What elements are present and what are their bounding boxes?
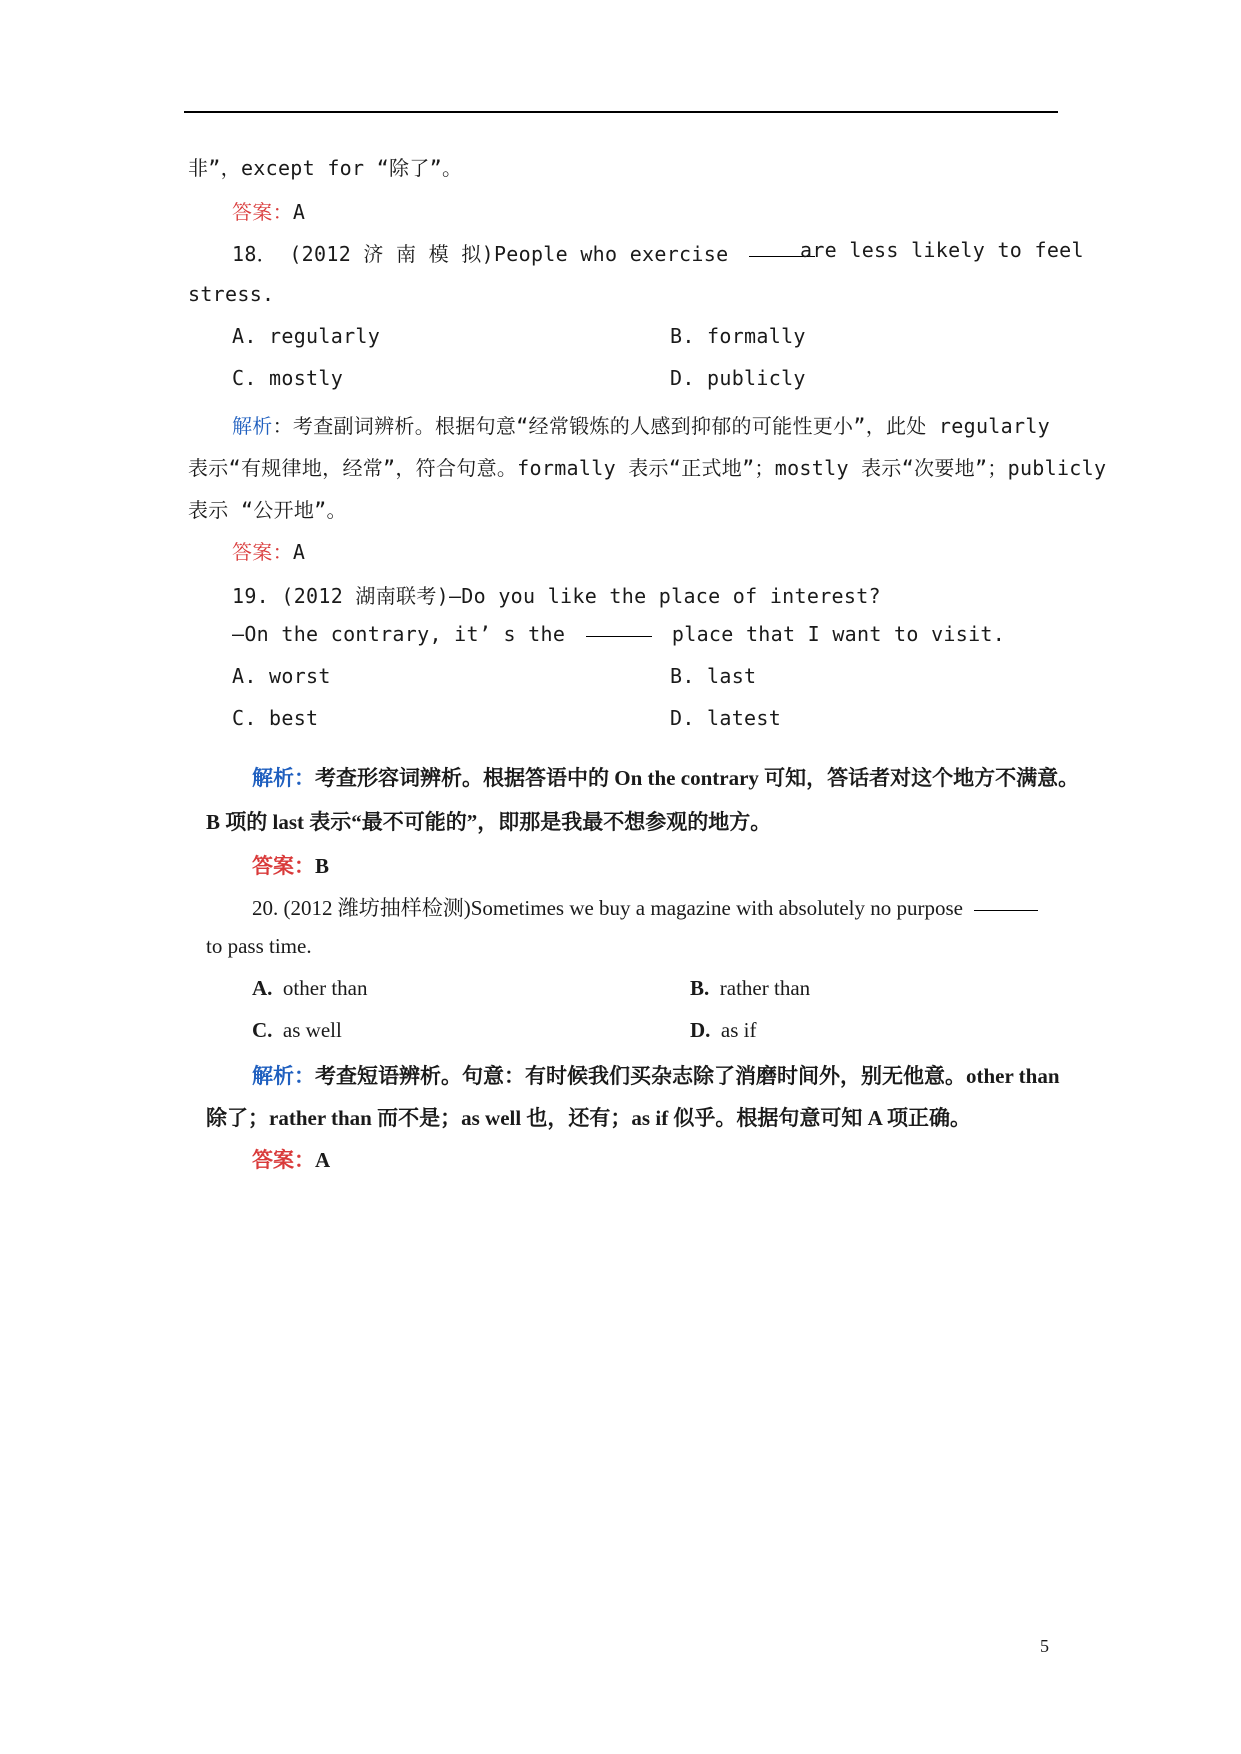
q20-analysis-line2: 除了；rather than 而不是；as well 也，还有；as if 似乎。根据句意可知 A 项正确。 [206,1106,971,1130]
answer-value: B [315,854,330,878]
q20-option-a [252,976,367,1001]
q20-stem-line2: to pass time. [206,934,312,958]
option-text: rather than [719,976,811,1000]
q18-stem-text: (2012 济 南 模 拟)People who exercise [289,242,729,266]
option-text: as well [282,1018,342,1042]
q19-stem-text: (2012 湖南联考)—Do you like the place of interest? [281,584,881,608]
question-number: 19. [232,584,270,608]
q20-option-b [690,976,810,1001]
answer-label: 答案： [232,200,293,224]
analysis-label: 解析： [252,1064,315,1088]
q19-option-d: D. latest [670,706,782,730]
answer-blank [586,635,652,637]
option-letter: C. [252,1018,273,1042]
analysis-text: ：考查副词辨析。根据句意“经常锻炼的人感到抑郁的可能性更小”，此处 regularly [272,414,1051,438]
analysis-text: 考查形容词辨析。根据答语中的 On the contrary 可知，答话者对这个地方不满意。 [315,766,1080,790]
q18-stem-line1 [232,238,823,267]
option-letter: A. [252,976,273,1000]
q18-answer [232,536,305,565]
option-text: other than [282,976,368,1000]
q19-option-b: B. last [670,664,757,688]
q20-answer [252,1144,330,1174]
q19-stem-line1 [232,580,881,609]
q17-answer [232,196,305,225]
analysis-label: 解析 [232,414,273,438]
q20-stem-line1 [252,892,1038,922]
answer-label: 答案： [232,540,293,564]
option-letter: D. [690,1018,711,1042]
question-number: 18． [232,242,277,266]
analysis-text: 考查短语辨析。句意：有时候我们买杂志除了消磨时间外，别无他意。other than [315,1064,1060,1088]
q18-stem-tail: are less likely to feel [800,238,1084,262]
header-rule [184,111,1058,113]
answer-value: A [292,200,306,224]
q19-option-a: A. worst [232,664,331,688]
q20-option-c [252,1018,342,1043]
question-number: 20. [252,896,279,920]
answer-value: A [315,1148,331,1172]
q19-answer [252,850,329,880]
q19-analysis-line2: B 项的 last 表示“最不可能的”，即那是我最不想参观的地方。 [206,810,772,834]
option-letter: B. [690,976,710,1000]
answer-label: 答案： [252,854,315,878]
q19-analysis-line1 [252,762,1079,792]
page-number: 5 [1040,1636,1049,1656]
q18-analysis-line2: 表示“有规律地，经常”，符合句意。formally 表示“正式地”；mostly 表示“次要地”；publicly [188,456,1107,480]
q19-stem-head: —On the contrary, it’ s the [232,622,566,646]
answer-blank [974,909,1038,911]
q18-analysis-line1 [232,410,1050,439]
q18-option-a: A. regularly [232,324,381,348]
q19-stem-tail: place that I want to visit. [671,622,1006,646]
q18-analysis-line3: 表示 “公开地”。 [188,498,347,522]
q18-option-c: C. mostly [232,366,344,390]
q20-analysis-line1 [252,1060,1060,1090]
answer-label: 答案： [252,1148,315,1172]
option-text: as if [720,1018,757,1042]
analysis-label: 解析： [252,766,315,790]
q19-option-c: C. best [232,706,319,730]
q20-option-d [690,1018,757,1043]
continuation-text: 非”，except for “除了”。 [188,156,463,180]
q20-stem-text: (2012 潍坊抽样检测)Sometimes we buy a magazine with absolutely no purpose [283,896,963,920]
q18-stem-line2: stress. [188,282,275,306]
q19-stem-line2 [232,622,1005,646]
q18-option-d: D. publicly [670,366,806,390]
answer-value: A [292,540,306,564]
q18-option-b: B. formally [670,324,806,348]
